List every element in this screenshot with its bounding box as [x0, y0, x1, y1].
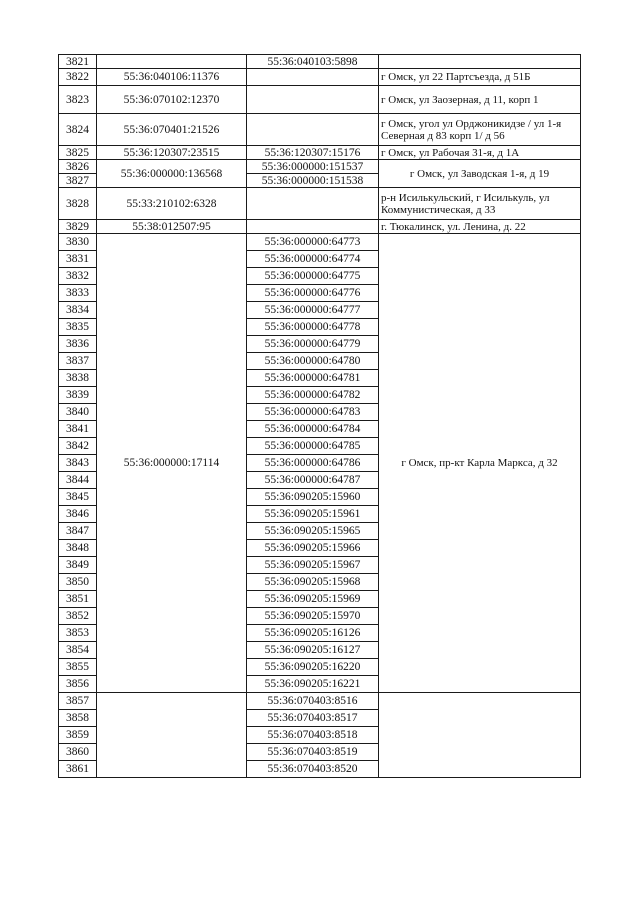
row-number: 3840 [59, 404, 97, 421]
included-object-number: 55:36:000000:64781 [247, 370, 379, 387]
included-object-number: 55:36:000000:151538 [247, 174, 379, 188]
included-object-number: 55:36:090205:16220 [247, 659, 379, 676]
table-row [59, 160, 581, 174]
included-object-number: 55:36:070403:8517 [247, 710, 379, 727]
included-object-number: 55:36:090205:15960 [247, 489, 379, 506]
cadastral-number: 55:36:000000:17114 [97, 234, 247, 693]
table-row [59, 69, 581, 86]
row-number: 3826 [59, 160, 97, 174]
table-row [59, 114, 581, 146]
included-object-number [247, 86, 379, 114]
row-number: 3853 [59, 625, 97, 642]
included-object-number: 55:36:000000:64782 [247, 387, 379, 404]
row-number: 3824 [59, 114, 97, 146]
group-body-karla-marksa [59, 234, 581, 693]
row-number: 3848 [59, 540, 97, 557]
cadastral-number: 55:36:040106:11376 [97, 69, 247, 86]
address: г Омск, ул Заозерная, д 11, корп 1 [379, 86, 581, 114]
address: г. Тюкалинск, ул. Ленина, д. 22 [379, 220, 581, 234]
included-object-number: 55:36:090205:15970 [247, 608, 379, 625]
cadastral-number: 55:33:210102:6328 [97, 188, 247, 220]
address [379, 55, 581, 69]
row-number: 3842 [59, 438, 97, 455]
included-object-number: 55:36:090205:16127 [247, 642, 379, 659]
row-number: 3857 [59, 693, 97, 710]
included-object-number: 55:36:000000:64780 [247, 353, 379, 370]
row-number: 3851 [59, 591, 97, 608]
table-row [59, 86, 581, 114]
row-number: 3858 [59, 710, 97, 727]
included-object-number: 55:36:000000:151537 [247, 160, 379, 174]
row-number: 3852 [59, 608, 97, 625]
row-number: 3829 [59, 220, 97, 234]
row-number: 3835 [59, 319, 97, 336]
included-object-number: 55:36:000000:64773 [247, 234, 379, 251]
row-number: 3828 [59, 188, 97, 220]
row-number: 3838 [59, 370, 97, 387]
row-number: 3847 [59, 523, 97, 540]
row-number: 3861 [59, 761, 97, 778]
cadastral-number: 55:36:070102:12370 [97, 86, 247, 114]
included-object-number: 55:36:090205:15966 [247, 540, 379, 557]
included-object-number: 55:36:000000:64779 [247, 336, 379, 353]
row-number: 3860 [59, 744, 97, 761]
included-object-number: 55:36:000000:64774 [247, 251, 379, 268]
included-object-number: 55:36:070403:8516 [247, 693, 379, 710]
included-object-number: 55:36:090205:15969 [247, 591, 379, 608]
row-number: 3855 [59, 659, 97, 676]
included-object-number: 55:36:090205:15961 [247, 506, 379, 523]
address: г Омск, угол ул Орджоникидзе / ул 1-я Северная д 83 корп 1/ д 56 [379, 114, 581, 146]
address [379, 693, 581, 778]
address: г Омск, пр-кт Карла Маркса, д 32 [379, 234, 581, 693]
included-object-number: 55:36:000000:64777 [247, 302, 379, 319]
cadastral-number: 55:38:012507:95 [97, 220, 247, 234]
row-number: 3822 [59, 69, 97, 86]
row-number: 3825 [59, 146, 97, 160]
row-number: 3827 [59, 174, 97, 188]
table-row [59, 234, 581, 251]
row-number: 3849 [59, 557, 97, 574]
included-object-number: 55:36:000000:64785 [247, 438, 379, 455]
included-object-number [247, 69, 379, 86]
row-number: 3833 [59, 285, 97, 302]
included-object-number: 55:36:120307:15176 [247, 146, 379, 160]
included-object-number: 55:36:070403:8518 [247, 727, 379, 744]
included-object-number: 55:36:070403:8520 [247, 761, 379, 778]
cadastral-number: 55:36:120307:23515 [97, 146, 247, 160]
row-number: 3850 [59, 574, 97, 591]
table-body [59, 55, 581, 234]
address: г Омск, ул Заводская 1-я, д 19 [379, 160, 581, 188]
row-number: 3821 [59, 55, 97, 69]
included-object-number: 55:36:000000:64778 [247, 319, 379, 336]
address: г Омск, ул 22 Партсъезда, д 51Б [379, 69, 581, 86]
included-object-number [247, 188, 379, 220]
included-object-number: 55:36:090205:15967 [247, 557, 379, 574]
row-number: 3843 [59, 455, 97, 472]
included-object-number [247, 220, 379, 234]
included-object-number: 55:36:090205:16221 [247, 676, 379, 693]
group-body-070403 [59, 693, 581, 778]
row-number: 3856 [59, 676, 97, 693]
included-object-number: 55:36:000000:64786 [247, 455, 379, 472]
included-object-number: 55:36:000000:64783 [247, 404, 379, 421]
row-number: 3841 [59, 421, 97, 438]
cadastral-register-table [58, 54, 581, 778]
cadastral-number: 55:36:000000:136568 [97, 160, 247, 188]
table-row [59, 188, 581, 220]
row-number: 3859 [59, 727, 97, 744]
table-row [59, 146, 581, 160]
included-object-number: 55:36:000000:64787 [247, 472, 379, 489]
cadastral-number: 55:36:070401:21526 [97, 114, 247, 146]
cadastral-number [97, 55, 247, 69]
included-object-number: 55:36:000000:64776 [247, 285, 379, 302]
included-object-number [247, 114, 379, 146]
row-number: 3854 [59, 642, 97, 659]
row-number: 3837 [59, 353, 97, 370]
row-number: 3831 [59, 251, 97, 268]
address: р-н Исилькульский, г Исилькуль, ул Коммунистическая, д 33 [379, 188, 581, 220]
row-number: 3832 [59, 268, 97, 285]
row-number: 3844 [59, 472, 97, 489]
row-number: 3834 [59, 302, 97, 319]
row-number: 3830 [59, 234, 97, 251]
included-object-number: 55:36:000000:64784 [247, 421, 379, 438]
row-number: 3823 [59, 86, 97, 114]
table-row [59, 693, 581, 710]
included-object-number: 55:36:040103:5898 [247, 55, 379, 69]
included-object-number: 55:36:070403:8519 [247, 744, 379, 761]
row-number: 3839 [59, 387, 97, 404]
cadastral-number [97, 693, 247, 778]
table-row [59, 220, 581, 234]
included-object-number: 55:36:090205:15965 [247, 523, 379, 540]
included-object-number: 55:36:000000:64775 [247, 268, 379, 285]
table-row [59, 55, 581, 69]
row-number: 3845 [59, 489, 97, 506]
address: г Омск, ул Рабочая 31-я, д 1А [379, 146, 581, 160]
included-object-number: 55:36:090205:15968 [247, 574, 379, 591]
row-number: 3836 [59, 336, 97, 353]
included-object-number: 55:36:090205:16126 [247, 625, 379, 642]
row-number: 3846 [59, 506, 97, 523]
